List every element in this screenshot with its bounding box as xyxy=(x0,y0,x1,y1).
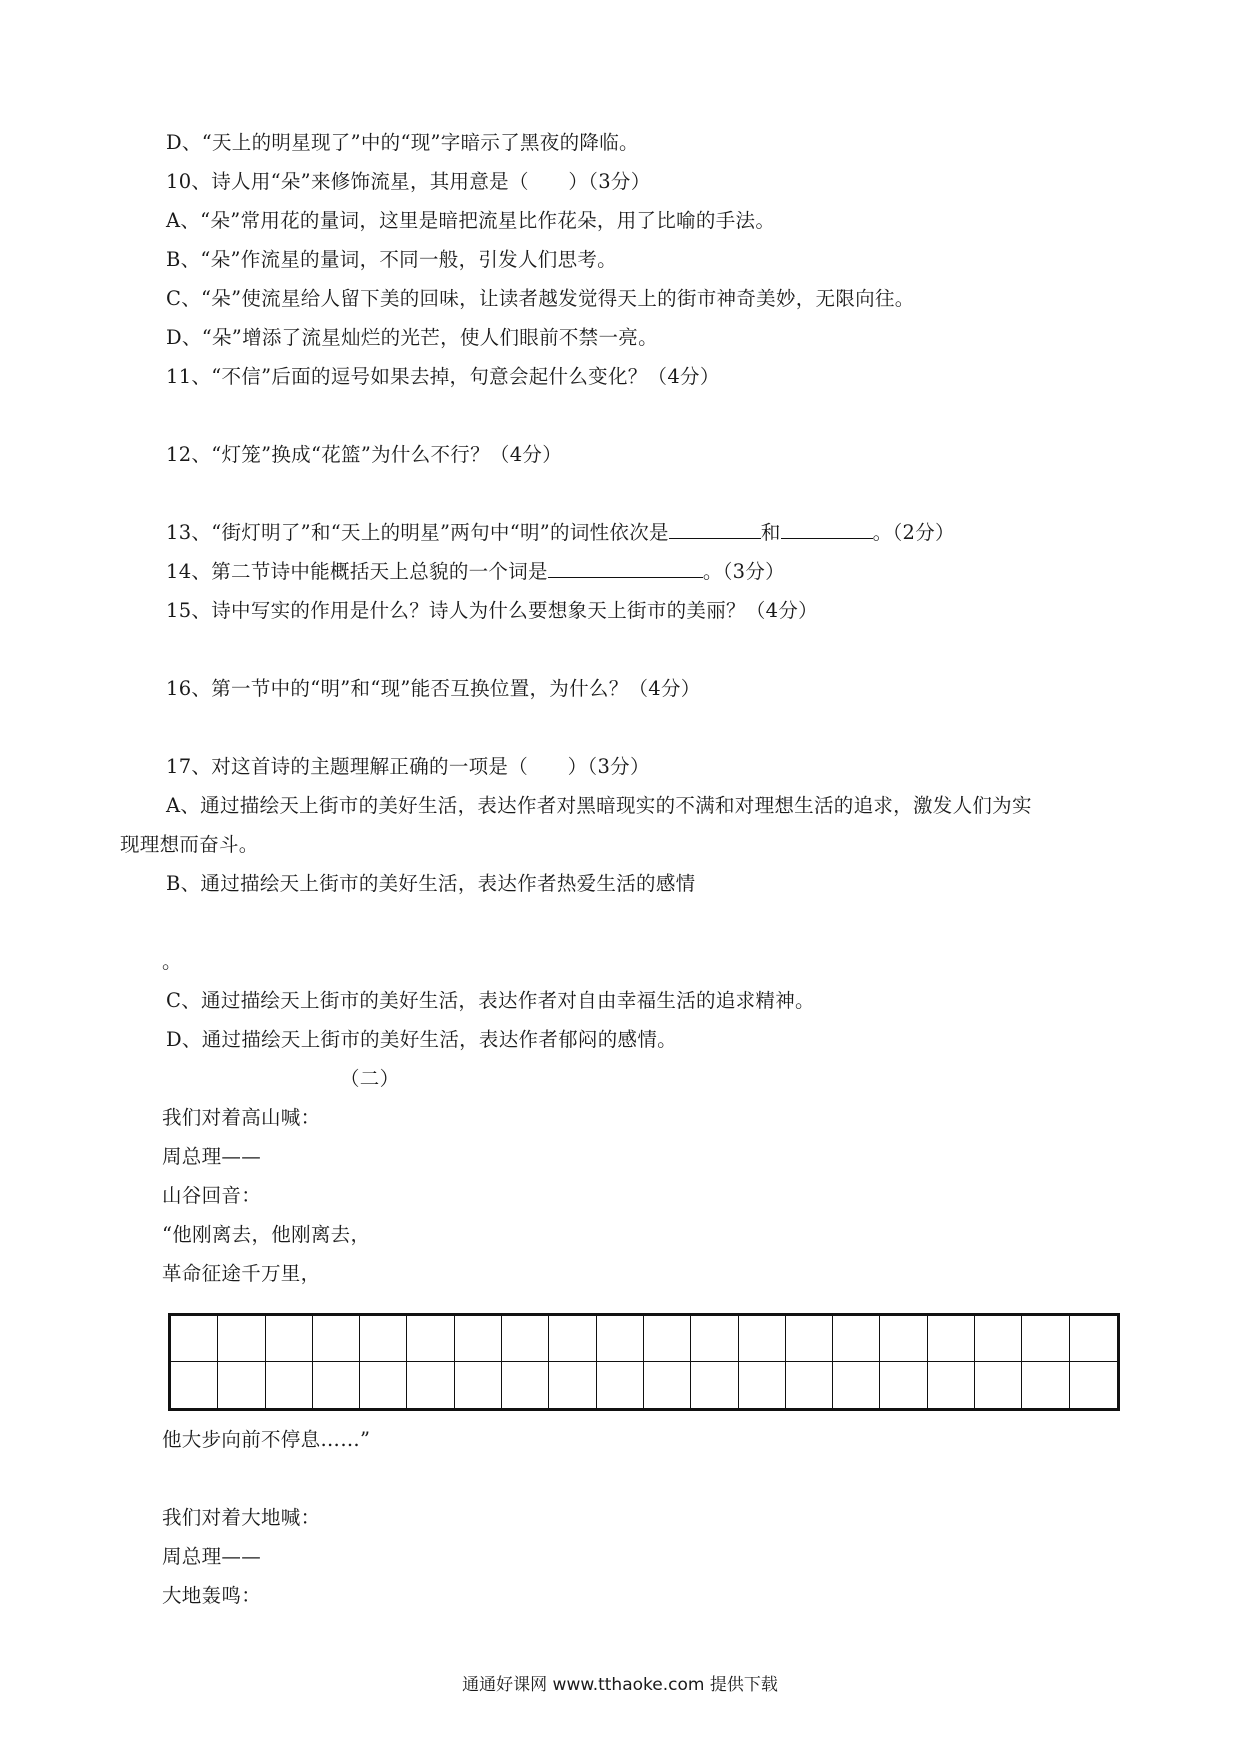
grid-cell[interactable] xyxy=(739,1316,786,1362)
grid-cell[interactable] xyxy=(644,1316,691,1362)
grid-cell[interactable] xyxy=(691,1316,738,1362)
grid-cell[interactable] xyxy=(880,1362,927,1408)
grid-cell[interactable] xyxy=(407,1316,454,1362)
text-line: 14、第二节诗中能概括天上总貌的一个词是 。（3分） xyxy=(166,560,785,583)
grid-cell[interactable] xyxy=(928,1362,975,1408)
text-line: 山谷回音： xyxy=(162,1184,262,1207)
grid-cell[interactable] xyxy=(218,1316,265,1362)
writing-grid[interactable] xyxy=(168,1313,1120,1411)
text-line: “他刚离去，他刚离去， xyxy=(162,1223,371,1246)
grid-cell[interactable] xyxy=(880,1316,927,1362)
grid-cell[interactable] xyxy=(313,1362,360,1408)
grid-cell[interactable] xyxy=(549,1362,596,1408)
grid-cell[interactable] xyxy=(786,1316,833,1362)
grid-cell[interactable] xyxy=(218,1362,265,1408)
text-line: D、“天上的明星现了”中的“现”字暗示了黑夜的降临。 xyxy=(166,131,639,154)
answer-blank[interactable] xyxy=(781,520,873,539)
answer-blank[interactable] xyxy=(548,559,703,578)
question-13 xyxy=(166,520,955,546)
grid-cell[interactable] xyxy=(455,1316,502,1362)
grid-cell[interactable] xyxy=(360,1362,407,1408)
grid-cell[interactable] xyxy=(1070,1362,1117,1408)
text-line: （二） xyxy=(340,1067,400,1090)
text-line: 周总理—— xyxy=(162,1145,261,1168)
q13-score: 。（2分） xyxy=(872,521,955,544)
text-line: 我们对着大地喊： xyxy=(162,1506,321,1529)
text-line: 15、诗中写实的作用是什么？诗人为什么要想象天上街市的美丽？（4分） xyxy=(166,599,818,622)
grid-cell[interactable] xyxy=(975,1362,1022,1408)
text-line: C、“朵”使流星给人留下美的回味，让读者越发觉得天上的街市神奇美妙，无限向往。 xyxy=(166,287,915,310)
grid-cell[interactable] xyxy=(975,1316,1022,1362)
q13-and: 和 xyxy=(760,521,781,544)
grid-cell[interactable] xyxy=(739,1362,786,1408)
grid-cell[interactable] xyxy=(171,1316,218,1362)
grid-cell[interactable] xyxy=(786,1362,833,1408)
text-line: B、通过描绘天上街市的美好生活，表达作者热爱生活的感情 xyxy=(166,872,696,895)
grid-cell[interactable] xyxy=(691,1362,738,1408)
text-line: 17、对这首诗的主题理解正确的一项是（ ）（3分） xyxy=(166,755,650,778)
grid-cell[interactable] xyxy=(597,1362,644,1408)
page-footer: 通通好课网 www.tthaoke.com 提供下载 xyxy=(462,1675,778,1695)
grid-cell[interactable] xyxy=(833,1316,880,1362)
grid-cell[interactable] xyxy=(407,1362,454,1408)
answer-blank[interactable] xyxy=(669,520,761,539)
text-line: A、通过描绘天上街市的美好生活，表达作者对黑暗现实的不满和对理想生活的追求，激发人们为实 xyxy=(166,794,1032,817)
grid-cell[interactable] xyxy=(360,1316,407,1362)
text-line: 。 xyxy=(162,950,182,973)
text-line: 他大步向前不停息……” xyxy=(162,1428,371,1451)
grid-cell[interactable] xyxy=(313,1316,360,1362)
q13-text: 13、“街灯明了”和“天上的明星”两句中“明”的词性依次是 xyxy=(166,521,669,544)
text-line: 现理想而奋斗。 xyxy=(120,833,259,856)
text-line: B、“朵”作流星的量词，不同一般，引发人们思考。 xyxy=(166,248,617,271)
grid-cell[interactable] xyxy=(266,1362,313,1408)
grid-cell[interactable] xyxy=(455,1362,502,1408)
grid-cell[interactable] xyxy=(549,1316,596,1362)
text-line: 周总理—— xyxy=(162,1545,261,1568)
text-line: 12、“灯笼”换成“花篮”为什么不行？（4分） xyxy=(166,443,562,466)
grid-cell[interactable] xyxy=(1070,1316,1117,1362)
grid-cell[interactable] xyxy=(1022,1316,1069,1362)
grid-cell[interactable] xyxy=(502,1362,549,1408)
grid-cell[interactable] xyxy=(171,1362,218,1408)
grid-cell[interactable] xyxy=(644,1362,691,1408)
text-line: D、通过描绘天上街市的美好生活，表达作者郁闷的感情。 xyxy=(166,1028,677,1051)
text-line: 11、“不信”后面的逗号如果去掉，句意会起什么变化？（4分） xyxy=(166,365,720,388)
text-line: 革命征途千万里， xyxy=(162,1262,321,1285)
text-line: 我们对着高山喊： xyxy=(162,1106,321,1129)
text-line: A、“朵”常用花的量词，这里是暗把流星比作花朵，用了比喻的手法。 xyxy=(166,209,776,232)
grid-cell[interactable] xyxy=(597,1316,644,1362)
grid-cell[interactable] xyxy=(502,1316,549,1362)
text-line: 大地轰鸣： xyxy=(162,1584,262,1607)
q14-score: 。（3分） xyxy=(702,560,785,583)
grid-cell[interactable] xyxy=(266,1316,313,1362)
text-line: D、“朵”增添了流星灿烂的光芒，使人们眼前不禁一亮。 xyxy=(166,326,658,349)
text-line: 16、第一节中的“明”和“现”能否互换位置，为什么？（4分） xyxy=(166,677,701,700)
grid-cell[interactable] xyxy=(928,1316,975,1362)
grid-cell[interactable] xyxy=(1022,1362,1069,1408)
grid-cell[interactable] xyxy=(833,1362,880,1408)
text-line: C、通过描绘天上街市的美好生活，表达作者对自由幸福生活的追求精神。 xyxy=(166,989,815,1012)
text-line: 10、诗人用“朵”来修饰流星，其用意是（ ）（3分） xyxy=(166,170,651,193)
